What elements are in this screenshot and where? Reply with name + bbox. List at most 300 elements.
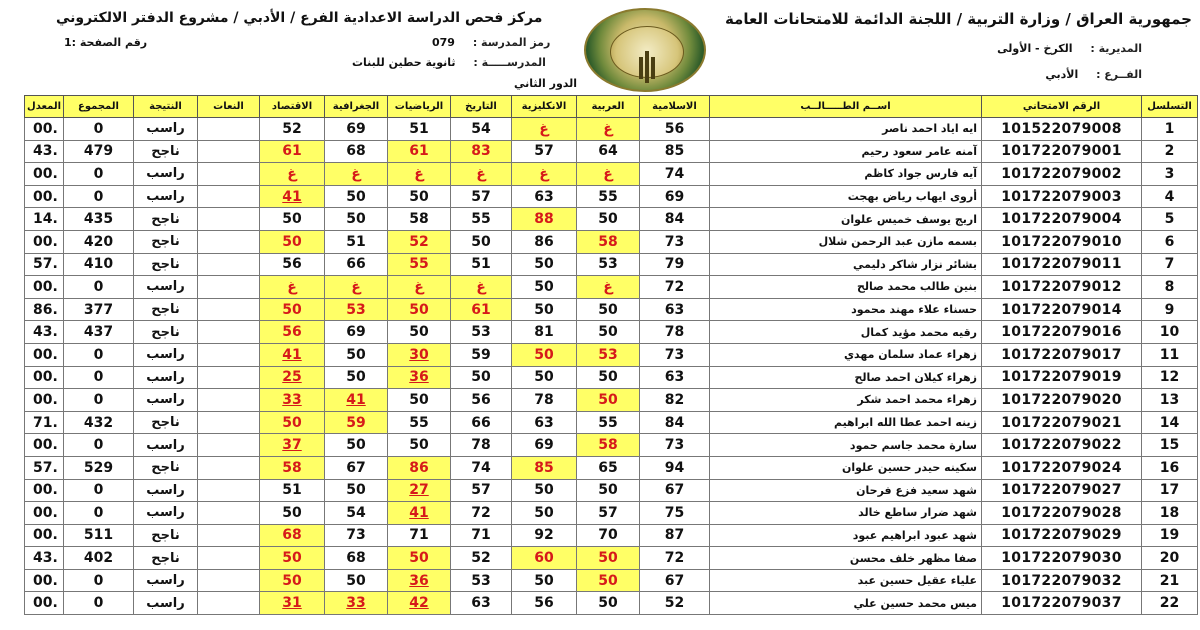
cell-total: 402	[64, 547, 134, 570]
cell-empty	[198, 140, 260, 163]
cell-exam: 101522079008	[982, 118, 1142, 141]
cell-eco: 50	[260, 547, 325, 570]
cell-geo: غ	[325, 276, 388, 299]
table-row	[25, 592, 1198, 615]
table-row	[25, 343, 1198, 366]
ministry-seal-logo	[584, 8, 706, 92]
cell-en: 69	[512, 434, 577, 457]
cell-avg: .00	[25, 366, 64, 389]
cell-seq: 19	[1142, 524, 1198, 547]
cell-empty	[198, 366, 260, 389]
school-field	[352, 56, 546, 69]
cell-geo: 50	[325, 208, 388, 231]
cell-name: علياء عقيل حسين عبد	[710, 569, 982, 592]
cell-seq: 3	[1142, 163, 1198, 186]
cell-ar: 50	[577, 208, 640, 231]
cell-avg: .00	[25, 502, 64, 525]
cell-exam: 101722079027	[982, 479, 1142, 502]
cell-avg: .00	[25, 479, 64, 502]
cell-avg: .43	[25, 140, 64, 163]
cell-result: ناجح	[134, 524, 198, 547]
cell-total: 0	[64, 366, 134, 389]
cell-hist: 51	[451, 253, 512, 276]
cell-ar: غ	[577, 276, 640, 299]
cell-en: 50	[512, 343, 577, 366]
cell-eco: 51	[260, 479, 325, 502]
cell-seq: 2	[1142, 140, 1198, 163]
cell-isl: 82	[640, 389, 710, 412]
cell-isl: 84	[640, 208, 710, 231]
cell-empty	[198, 276, 260, 299]
exam-round: الدور الثاني	[514, 77, 578, 90]
cell-geo: 69	[325, 118, 388, 141]
cell-avg: .00	[25, 185, 64, 208]
cell-ar: 53	[577, 343, 640, 366]
cell-exam: 101722079032	[982, 569, 1142, 592]
column-header: الجغرافية	[325, 96, 388, 118]
cell-isl: 87	[640, 524, 710, 547]
cell-empty	[198, 253, 260, 276]
cell-seq: 16	[1142, 456, 1198, 479]
cell-math: 36	[388, 569, 451, 592]
cell-en: 50	[512, 569, 577, 592]
cell-ar: 64	[577, 140, 640, 163]
results-table	[24, 95, 1198, 615]
cell-result: ناجح	[134, 140, 198, 163]
cell-hist: 78	[451, 434, 512, 457]
column-header: النعات	[198, 96, 260, 118]
cell-result: راسب	[134, 163, 198, 186]
cell-name: ايه اياد احمد ناصر	[710, 118, 982, 141]
cell-total: 529	[64, 456, 134, 479]
cell-name: سكينه حيدر حسين علوان	[710, 456, 982, 479]
cell-avg: .00	[25, 276, 64, 299]
cell-ar: 58	[577, 434, 640, 457]
table-row	[25, 547, 1198, 570]
cell-result: ناجح	[134, 456, 198, 479]
cell-empty	[198, 456, 260, 479]
cell-exam: 101722079001	[982, 140, 1142, 163]
cell-name: بشائر نزار شاكر دليمي	[710, 253, 982, 276]
cell-math: غ	[388, 163, 451, 186]
cell-ar: 50	[577, 592, 640, 615]
cell-avg: .00	[25, 434, 64, 457]
cell-en: 86	[512, 230, 577, 253]
cell-math: 27	[388, 479, 451, 502]
cell-isl: 84	[640, 411, 710, 434]
table-row	[25, 411, 1198, 434]
cell-ar: 50	[577, 479, 640, 502]
cell-avg: .57	[25, 253, 64, 276]
table-row	[25, 276, 1198, 299]
cell-isl: 73	[640, 434, 710, 457]
column-header: التاريخ	[451, 96, 512, 118]
table-row	[25, 569, 1198, 592]
cell-ar: 50	[577, 569, 640, 592]
cell-en: 60	[512, 547, 577, 570]
cell-math: 86	[388, 456, 451, 479]
cell-avg: .00	[25, 389, 64, 412]
cell-geo: 73	[325, 524, 388, 547]
cell-isl: 63	[640, 298, 710, 321]
cell-name: شهد ضرار ساطع خالد	[710, 502, 982, 525]
cell-name: صفا مظهر خلف محسن	[710, 547, 982, 570]
school-code-field	[432, 36, 550, 49]
cell-ar: غ	[577, 163, 640, 186]
table-row	[25, 185, 1198, 208]
cell-ar: 55	[577, 185, 640, 208]
column-header: التسلسل	[1142, 96, 1198, 118]
cell-geo: 50	[325, 434, 388, 457]
cell-avg: .00	[25, 230, 64, 253]
cell-seq: 4	[1142, 185, 1198, 208]
cell-exam: 101722079002	[982, 163, 1142, 186]
cell-geo: 59	[325, 411, 388, 434]
cell-math: 61	[388, 140, 451, 163]
cell-isl: 72	[640, 547, 710, 570]
table-row	[25, 118, 1198, 141]
table-row	[25, 253, 1198, 276]
cell-seq: 20	[1142, 547, 1198, 570]
cell-result: ناجح	[134, 253, 198, 276]
cell-total: 0	[64, 343, 134, 366]
cell-eco: 41	[260, 343, 325, 366]
cell-isl: 85	[640, 140, 710, 163]
report-header	[0, 0, 1200, 94]
cell-seq: 12	[1142, 366, 1198, 389]
cell-seq: 9	[1142, 298, 1198, 321]
ministry-title: جمهورية العراق / وزارة التربية / اللجنة الدائمة للامتحانات العامة	[724, 10, 1192, 28]
cell-exam: 101722079024	[982, 456, 1142, 479]
cell-empty	[198, 389, 260, 412]
cell-result: راسب	[134, 502, 198, 525]
cell-geo: 67	[325, 456, 388, 479]
cell-seq: 18	[1142, 502, 1198, 525]
cell-isl: 67	[640, 479, 710, 502]
cell-seq: 15	[1142, 434, 1198, 457]
cell-total: 377	[64, 298, 134, 321]
cell-hist: 59	[451, 343, 512, 366]
cell-seq: 8	[1142, 276, 1198, 299]
cell-math: غ	[388, 276, 451, 299]
column-header: المعدل	[25, 96, 64, 118]
cell-exam: 101722079028	[982, 502, 1142, 525]
cell-total: 432	[64, 411, 134, 434]
school-code-label: رمز المدرسة :	[472, 36, 551, 49]
cell-hist: 50	[451, 366, 512, 389]
cell-exam: 101722079003	[982, 185, 1142, 208]
cell-geo: 41	[325, 389, 388, 412]
cell-seq: 13	[1142, 389, 1198, 412]
cell-result: ناجح	[134, 208, 198, 231]
cell-avg: .00	[25, 569, 64, 592]
school-value: ثانوية حطين للبنات	[352, 56, 456, 69]
cell-ar: غ	[577, 118, 640, 141]
branch-field	[1045, 68, 1142, 81]
cell-total: 420	[64, 230, 134, 253]
cell-eco: 50	[260, 298, 325, 321]
cell-name: آيه فارس جواد كاظم	[710, 163, 982, 186]
cell-ar: 50	[577, 298, 640, 321]
cell-seq: 7	[1142, 253, 1198, 276]
cell-name: اريج يوسف خميس علوان	[710, 208, 982, 231]
cell-eco: 61	[260, 140, 325, 163]
cell-empty	[198, 524, 260, 547]
cell-empty	[198, 185, 260, 208]
table-row	[25, 140, 1198, 163]
cell-eco: 33	[260, 389, 325, 412]
column-header: المجموع	[64, 96, 134, 118]
cell-en: 63	[512, 411, 577, 434]
cell-seq: 21	[1142, 569, 1198, 592]
cell-exam: 101722079012	[982, 276, 1142, 299]
cell-en: 57	[512, 140, 577, 163]
cell-empty	[198, 208, 260, 231]
cell-math: 58	[388, 208, 451, 231]
table-row	[25, 230, 1198, 253]
cell-total: 479	[64, 140, 134, 163]
cell-eco: 31	[260, 592, 325, 615]
cell-isl: 63	[640, 366, 710, 389]
cell-seq: 1	[1142, 118, 1198, 141]
cell-result: راسب	[134, 389, 198, 412]
cell-total: 511	[64, 524, 134, 547]
cell-name: شهد عبود ابراهيم عبود	[710, 524, 982, 547]
cell-name: سارة محمد جاسم حمود	[710, 434, 982, 457]
cell-math: 51	[388, 118, 451, 141]
cell-seq: 14	[1142, 411, 1198, 434]
cell-avg: .00	[25, 163, 64, 186]
cell-ar: 50	[577, 389, 640, 412]
cell-result: راسب	[134, 343, 198, 366]
cell-hist: 52	[451, 547, 512, 570]
cell-exam: 101722079010	[982, 230, 1142, 253]
cell-en: 50	[512, 502, 577, 525]
cell-geo: 68	[325, 547, 388, 570]
cell-name: بنين طالب محمد صالح	[710, 276, 982, 299]
directorate-label: المديرية :	[1090, 42, 1142, 55]
cell-name: زهراء محمد احمد شكر	[710, 389, 982, 412]
table-row	[25, 366, 1198, 389]
cell-empty	[198, 118, 260, 141]
cell-math: 30	[388, 343, 451, 366]
column-header: اســم الطـــــالــب	[710, 96, 982, 118]
cell-ar: 50	[577, 547, 640, 570]
branch-label: الفــرع :	[1096, 68, 1142, 81]
branch-value: الأدبي	[1045, 68, 1079, 81]
cell-result: راسب	[134, 479, 198, 502]
cell-en: 50	[512, 366, 577, 389]
cell-empty	[198, 569, 260, 592]
cell-hist: 53	[451, 321, 512, 344]
cell-exam: 101722079019	[982, 366, 1142, 389]
cell-hist: 83	[451, 140, 512, 163]
cell-en: 85	[512, 456, 577, 479]
cell-total: 0	[64, 569, 134, 592]
center-title: مركز فحص الدراسة الاعدادية الفرع / الأدبي / مشروع الدفتر الالكتروني	[56, 10, 543, 26]
cell-hist: غ	[451, 276, 512, 299]
cell-geo: 33	[325, 592, 388, 615]
cell-ar: 58	[577, 230, 640, 253]
cell-result: راسب	[134, 118, 198, 141]
cell-name: حسناء علاء مهند محمود	[710, 298, 982, 321]
cell-total: 0	[64, 592, 134, 615]
cell-isl: 56	[640, 118, 710, 141]
cell-math: 41	[388, 502, 451, 525]
cell-isl: 79	[640, 253, 710, 276]
cell-isl: 67	[640, 569, 710, 592]
cell-eco: 56	[260, 321, 325, 344]
cell-eco: غ	[260, 163, 325, 186]
cell-math: 50	[388, 389, 451, 412]
cell-avg: .71	[25, 411, 64, 434]
cell-hist: 72	[451, 502, 512, 525]
cell-result: ناجح	[134, 411, 198, 434]
cell-en: 50	[512, 298, 577, 321]
cell-eco: 50	[260, 411, 325, 434]
cell-result: راسب	[134, 366, 198, 389]
cell-total: 435	[64, 208, 134, 231]
cell-name: زهراء كيلان احمد صالح	[710, 366, 982, 389]
cell-geo: 66	[325, 253, 388, 276]
table-header-row	[25, 96, 1198, 118]
table-row	[25, 502, 1198, 525]
cell-result: ناجح	[134, 321, 198, 344]
table-row	[25, 389, 1198, 412]
column-header: النتيجة	[134, 96, 198, 118]
table-row	[25, 434, 1198, 457]
cell-exam: 101722079014	[982, 298, 1142, 321]
cell-en: 50	[512, 479, 577, 502]
cell-name: أروى ايهاب رياض بهجت	[710, 185, 982, 208]
cell-avg: .86	[25, 298, 64, 321]
cell-avg: .43	[25, 547, 64, 570]
cell-eco: 68	[260, 524, 325, 547]
cell-total: 0	[64, 434, 134, 457]
cell-geo: غ	[325, 163, 388, 186]
cell-empty	[198, 592, 260, 615]
cell-seq: 11	[1142, 343, 1198, 366]
cell-ar: 70	[577, 524, 640, 547]
cell-empty	[198, 502, 260, 525]
cell-isl: 94	[640, 456, 710, 479]
cell-ar: 55	[577, 411, 640, 434]
cell-total: 0	[64, 118, 134, 141]
cell-empty	[198, 479, 260, 502]
cell-ar: 57	[577, 502, 640, 525]
cell-ar: 53	[577, 253, 640, 276]
cell-result: راسب	[134, 592, 198, 615]
cell-ar: 50	[577, 366, 640, 389]
column-header: العربية	[577, 96, 640, 118]
cell-isl: 78	[640, 321, 710, 344]
cell-geo: 50	[325, 343, 388, 366]
cell-en: 92	[512, 524, 577, 547]
cell-result: ناجح	[134, 298, 198, 321]
cell-math: 36	[388, 366, 451, 389]
cell-math: 55	[388, 253, 451, 276]
cell-result: راسب	[134, 434, 198, 457]
cell-isl: 52	[640, 592, 710, 615]
cell-en: 78	[512, 389, 577, 412]
table-row	[25, 456, 1198, 479]
cell-name: بسمه مازن عبد الرحمن شلال	[710, 230, 982, 253]
cell-isl: 73	[640, 230, 710, 253]
cell-seq: 17	[1142, 479, 1198, 502]
cell-exam: 101722079004	[982, 208, 1142, 231]
cell-total: 0	[64, 163, 134, 186]
cell-total: 437	[64, 321, 134, 344]
cell-ar: 65	[577, 456, 640, 479]
cell-hist: 53	[451, 569, 512, 592]
cell-en: غ	[512, 118, 577, 141]
column-header: الاسلامية	[640, 96, 710, 118]
column-header: الانكليزية	[512, 96, 577, 118]
cell-empty	[198, 434, 260, 457]
cell-hist: 55	[451, 208, 512, 231]
cell-hist: 50	[451, 230, 512, 253]
cell-eco: 58	[260, 456, 325, 479]
cell-eco: غ	[260, 276, 325, 299]
cell-en: 50	[512, 276, 577, 299]
cell-avg: .14	[25, 208, 64, 231]
cell-empty	[198, 230, 260, 253]
cell-result: راسب	[134, 276, 198, 299]
cell-total: 0	[64, 389, 134, 412]
cell-total: 0	[64, 185, 134, 208]
directorate-field	[997, 42, 1142, 55]
cell-name: آمنه عامر سعود رحيم	[710, 140, 982, 163]
cell-en: 81	[512, 321, 577, 344]
cell-name: زهراء عماد سلمان مهدي	[710, 343, 982, 366]
cell-math: 55	[388, 411, 451, 434]
cell-seq: 6	[1142, 230, 1198, 253]
cell-geo: 69	[325, 321, 388, 344]
cell-isl: 74	[640, 163, 710, 186]
cell-math: 50	[388, 185, 451, 208]
cell-eco: 25	[260, 366, 325, 389]
cell-total: 410	[64, 253, 134, 276]
cell-hist: غ	[451, 163, 512, 186]
cell-avg: .43	[25, 321, 64, 344]
cell-hist: 74	[451, 456, 512, 479]
cell-eco: 50	[260, 208, 325, 231]
cell-empty	[198, 411, 260, 434]
cell-math: 50	[388, 434, 451, 457]
school-code-value: 079	[432, 36, 455, 49]
cell-exam: 101722079030	[982, 547, 1142, 570]
cell-geo: 53	[325, 298, 388, 321]
table-row	[25, 524, 1198, 547]
cell-hist: 54	[451, 118, 512, 141]
cell-eco: 37	[260, 434, 325, 457]
school-label: المدرســـــة :	[473, 56, 546, 69]
cell-hist: 61	[451, 298, 512, 321]
cell-name: رقيه محمد مؤيد كمال	[710, 321, 982, 344]
cell-empty	[198, 163, 260, 186]
cell-total: 0	[64, 479, 134, 502]
cell-math: 52	[388, 230, 451, 253]
cell-isl: 69	[640, 185, 710, 208]
cell-geo: 50	[325, 185, 388, 208]
cell-en: غ	[512, 163, 577, 186]
cell-result: ناجح	[134, 230, 198, 253]
cell-exam: 101722079016	[982, 321, 1142, 344]
cell-seq: 5	[1142, 208, 1198, 231]
cell-total: 0	[64, 502, 134, 525]
cell-eco: 50	[260, 230, 325, 253]
cell-hist: 71	[451, 524, 512, 547]
